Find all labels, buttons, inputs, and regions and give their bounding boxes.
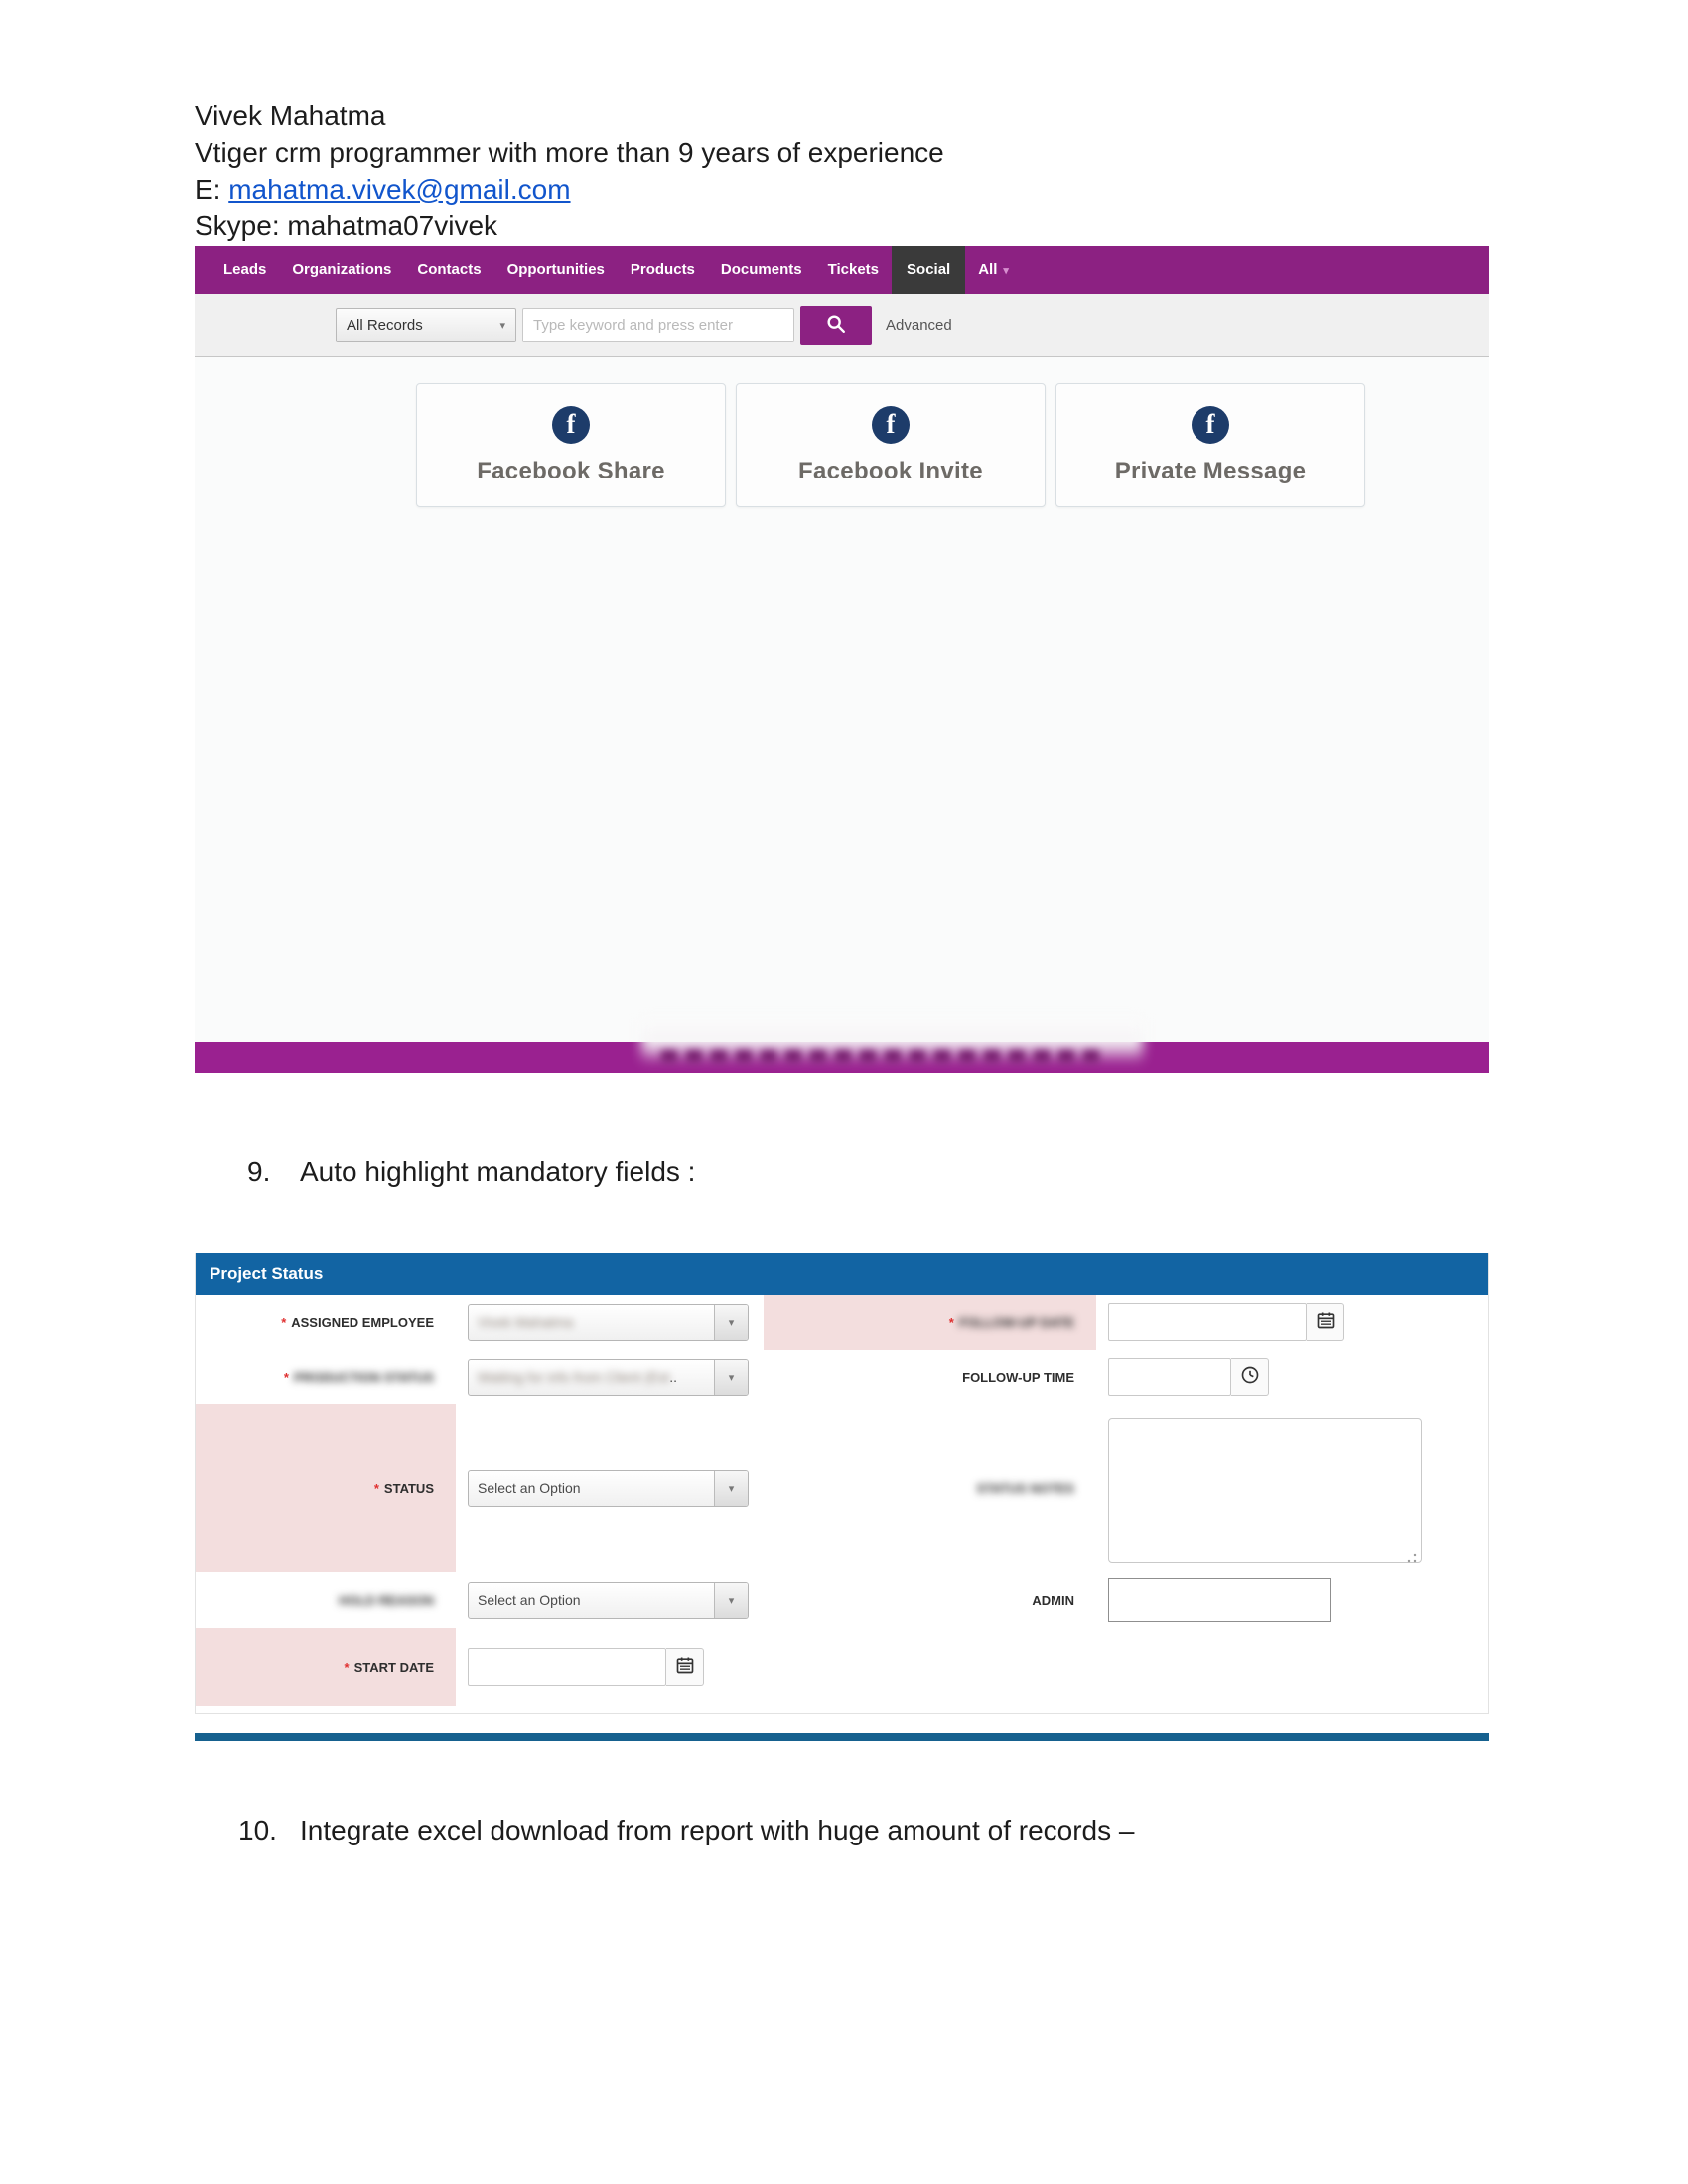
status-notes-field [1096,1404,1488,1572]
status-select[interactable] [468,1470,749,1507]
redacted-label: STATUS NOTES [976,1480,1074,1496]
search-scope-value: All Records [347,317,423,334]
list-number: 9. [247,1157,271,1187]
redacted-label: HOLD REASON [338,1592,434,1608]
follow-up-time-input[interactable] [1108,1358,1231,1396]
list-number: 10. [238,1815,277,1845]
clock-icon [1240,1365,1260,1390]
admin-input[interactable] [1108,1578,1331,1622]
follow-up-date-field [1096,1295,1488,1350]
chevron-down-icon: ▾ [714,1305,748,1340]
author-headline: Vtiger crm programmer with more than 9 years of experience [195,137,944,168]
assigned-employee-select[interactable] [468,1304,749,1341]
hold-reason-field [456,1572,764,1628]
facebook-icon: f [1192,406,1229,444]
nav-item-products[interactable]: Products [630,261,695,278]
clock-button[interactable] [1231,1358,1269,1396]
follow-up-date-input[interactable] [1108,1303,1307,1341]
follow-up-time-label: FOLLOW-UP TIME [962,1369,1074,1385]
resize-grip-icon[interactable] [1407,1553,1417,1563]
empty-cell [764,1628,1096,1706]
required-asterisk: * [373,1480,379,1496]
email-prefix: E: [195,174,229,205]
facebook-icon: f [872,406,910,444]
redacted-label: PRODUCTION STATUS [293,1369,434,1385]
calendar-button[interactable] [1307,1303,1344,1341]
nav-item-organizations[interactable]: Organizations [292,261,392,278]
search-scope-select[interactable] [336,308,516,342]
nav-item-leads[interactable]: Leads [223,261,267,278]
required-asterisk: * [283,1369,289,1385]
chevron-down-icon: ▾ [714,1471,748,1506]
start-date-field [456,1628,764,1706]
select-placeholder: Select an Option [478,1480,581,1496]
project-status-form [195,1253,1489,1714]
status-field [456,1404,764,1572]
status-notes-textarea[interactable] [1108,1418,1422,1563]
nav-item-opportunities[interactable]: Opportunities [506,261,605,278]
form-header [196,1253,1488,1295]
admin-field [1096,1572,1488,1628]
crm-screenshot [195,246,1489,1072]
chevron-down-icon: ▾ [499,320,505,332]
calendar-icon [1316,1310,1336,1335]
advanced-search-link[interactable]: Advanced [886,317,952,334]
status-notes-label [764,1404,1096,1572]
admin-label: ADMIN [1032,1592,1074,1608]
redacted-label: FOLLOW-UP DATE [958,1314,1074,1330]
start-date-input[interactable] [468,1648,666,1686]
redacted-select-value: Waiting for info from Client (Est [478,1369,670,1385]
nav-item-contacts[interactable]: Contacts [417,261,482,278]
redacted-footer-text [661,1050,1103,1062]
crm-footer-bar [195,1042,1489,1073]
production-status-select[interactable] [468,1359,749,1396]
facebook-icon: f [552,406,590,444]
skype-line: Skype: mahatma07vivek [195,210,498,241]
crm-search-bar [195,294,1489,357]
facebook-share-card[interactable] [416,383,726,507]
doc-header [195,97,944,244]
start-date-label: * START DATE [196,1628,456,1706]
chevron-down-icon: ▾ [714,1360,748,1395]
redacted-blur-blob [641,1019,1143,1072]
private-message-card[interactable] [1055,383,1365,507]
nav-item-documents[interactable]: Documents [720,261,802,278]
crm-nav-bar [195,246,1489,294]
follow-up-time-field [1096,1350,1488,1404]
nav-item-social[interactable]: Social [892,246,965,294]
status-label: * STATUS [196,1404,456,1572]
card-label: Private Message [1114,457,1307,484]
production-status-label [196,1350,456,1404]
facebook-invite-card[interactable] [736,383,1046,507]
nav-item-tickets[interactable]: Tickets [827,261,880,278]
redacted-select-value: Vivek Mahatma [478,1314,574,1330]
search-input[interactable] [522,308,794,342]
list-item-10 [238,1815,1134,1846]
search-icon [825,313,847,338]
hold-reason-label [196,1572,456,1628]
required-asterisk: * [344,1659,350,1675]
card-label: Facebook Invite [798,457,983,484]
chevron-down-icon: ▾ [714,1583,748,1618]
chevron-down-icon: ▾ [1003,265,1009,277]
email-link[interactable]: mahatma.vivek@gmail.com [228,174,571,205]
assigned-employee-label: * ASSIGNED EMPLOYEE [281,1314,434,1330]
nav-item-all[interactable]: All ▾ [978,261,1009,278]
required-asterisk: * [281,1314,287,1330]
list-text: Integrate excel download from report with huge amount of records – [300,1815,1135,1845]
empty-cell [1096,1628,1488,1706]
form-grid [196,1295,1488,1706]
required-asterisk: * [948,1314,954,1330]
calendar-button[interactable] [666,1648,704,1686]
facebook-cards-row [416,383,1365,507]
card-label: Facebook Share [477,457,665,484]
crm-content-area [195,357,1489,1042]
author-name: Vivek Mahatma [195,100,386,131]
hold-reason-select[interactable] [468,1582,749,1619]
production-status-field [456,1350,764,1404]
list-text: Auto highlight mandatory fields : [300,1157,696,1187]
calendar-icon [675,1655,695,1680]
select-value-ellipsis: .. [669,1369,677,1385]
form-title: Project Status [210,1264,324,1283]
select-placeholder: Select an Option [478,1592,581,1608]
search-button[interactable] [800,306,872,345]
email-line [195,171,944,207]
assigned-employee-field [456,1295,764,1350]
list-item-9 [247,1157,695,1188]
follow-up-date-label [764,1295,1096,1350]
section-divider-rule [195,1733,1489,1741]
